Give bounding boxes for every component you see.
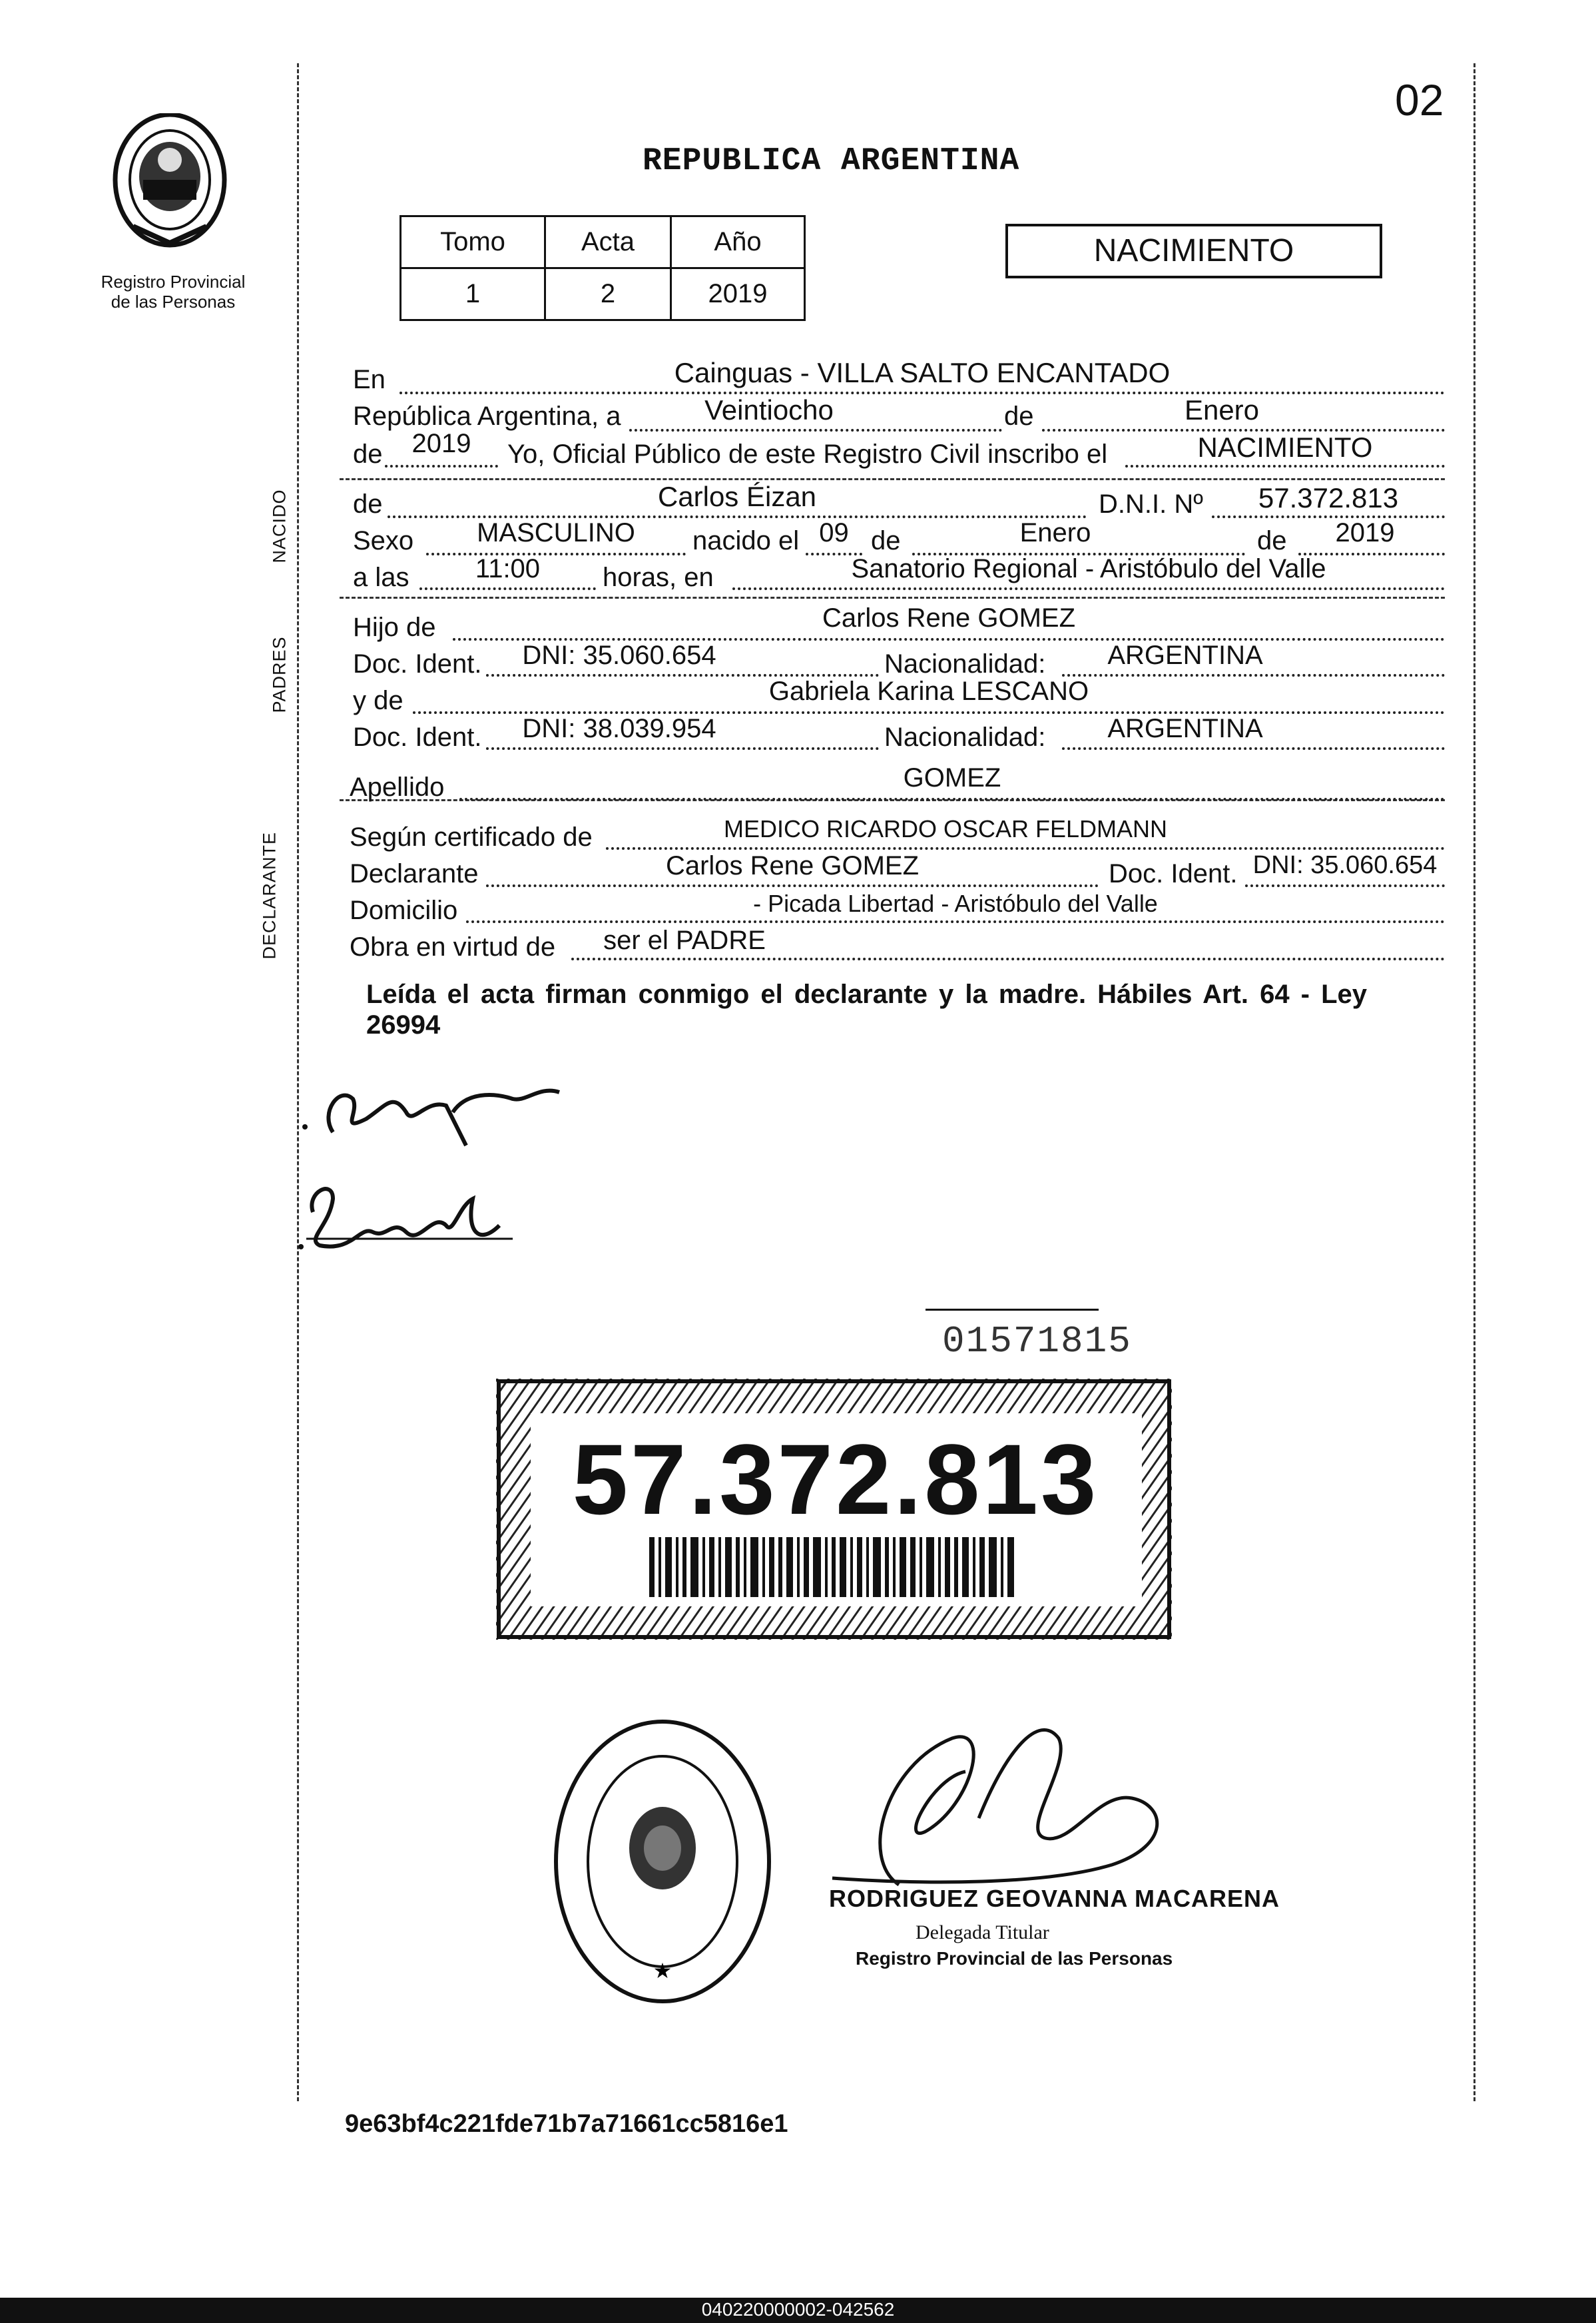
barcode-icon [649, 1537, 1022, 1597]
label-de-year2: de [1257, 526, 1287, 555]
section-label-padres: PADRES [269, 636, 290, 713]
value-apellido: GOMEZ [903, 763, 1001, 793]
line-apellido [459, 798, 1445, 801]
label-doc-ident-2: Doc. Ident. [353, 723, 482, 752]
table-value-tomo: 1 [401, 268, 545, 320]
line-madre-dni [486, 747, 879, 750]
section-label-declarante: DECLARANTE [259, 831, 280, 960]
value-domicilio: - Picada Libertad - Aristóbulo del Valle [753, 890, 1158, 917]
value-nac-anio: 2019 [1335, 518, 1395, 547]
delegation-stamp [549, 1715, 776, 2008]
value-padre: Carlos Rene GOMEZ [822, 603, 1076, 633]
record-type-box: NACIMIENTO [1005, 224, 1382, 278]
label-obra: Obra en virtud de [350, 932, 556, 962]
section-separator-1 [340, 478, 1445, 480]
label-de: de [1004, 402, 1034, 431]
label-nacionalidad-1: Nacionalidad: [884, 649, 1046, 679]
table-value-acta: 2 [545, 268, 671, 320]
official-office: Registro Provincial de las Personas [856, 1948, 1173, 1969]
document-hash: 9e63bf4c221fde71b7a71661cc5816e1 [345, 2110, 788, 2138]
value-declarante-dni: DNI: 35.060.654 [1252, 851, 1438, 879]
value-certificado: MEDICO RICARDO OSCAR FELDMANN [723, 815, 1168, 842]
label-en: En [353, 365, 386, 394]
label-apellido: Apellido [350, 773, 445, 802]
line-domicilio [466, 920, 1445, 923]
label-de-month: de [871, 526, 901, 555]
seal-caption [73, 272, 273, 312]
label-yo: Yo, Oficial Público de este Registro Civil inscribo el [507, 440, 1108, 469]
value-padre-dni: DNI: 35.060.654 [522, 641, 716, 670]
label-hijo-de: Hijo de [353, 613, 436, 642]
label-segun: Según certificado de [350, 823, 593, 852]
section-separator-2 [340, 597, 1445, 599]
label-declarante: Declarante [350, 859, 479, 888]
line-certificado [606, 847, 1445, 850]
value-tipo: NACIMIENTO [1197, 432, 1373, 463]
value-obra: ser el PADRE [603, 926, 766, 955]
footer-code: 040220000002-042562 [701, 2299, 895, 2320]
seal-caption-line-2: de las Personas [111, 292, 236, 312]
label-nacionalidad-2: Nacionalidad: [884, 723, 1046, 752]
delegation-seal-icon [549, 1715, 776, 2008]
value-sexo: MASCULINO [477, 518, 635, 547]
value-padre-nac: ARGENTINA [1107, 641, 1263, 670]
value-lugar: Cainguas - VILLA SALTO ENCANTADO [674, 357, 1171, 388]
value-mes: Enero [1184, 394, 1260, 426]
label-nacido-el: nacido el [692, 526, 800, 555]
page-number: 02 [1395, 75, 1444, 125]
line-madre-nac [1062, 747, 1445, 750]
value-hora: 11:00 [475, 554, 541, 583]
line-anio [385, 465, 498, 468]
table-header-tomo: Tomo [401, 216, 545, 268]
value-dni: 57.372.813 [1258, 482, 1399, 513]
label-doc-ident-3: Doc. Ident. [1109, 859, 1238, 888]
value-declarante: Carlos Rene GOMEZ [665, 851, 920, 880]
line-dia [629, 429, 1002, 432]
value-madre: Gabriela Karina LESCANO [768, 677, 1089, 706]
signature-declarante [293, 1072, 573, 1159]
label-sexo: Sexo [353, 526, 414, 555]
label-y-de: y de [353, 686, 403, 715]
seal-caption-line-1: Registro Provincial [101, 272, 246, 292]
value-nombre: Carlos Éizan [657, 481, 817, 512]
closing-text: Leída el acta firman conmigo el declarante y la madre. Hábiles Art. 64 - Ley 26994 [366, 980, 1368, 1040]
record-table [399, 215, 806, 321]
value-dia: Veintiocho [704, 394, 834, 426]
value-madre-dni: DNI: 38.039.954 [522, 714, 716, 743]
official-title: Delegada Titular [916, 1921, 1049, 1943]
svg-text:★: ★ [653, 1958, 672, 1983]
section-label-nacido: NACIDO [269, 489, 290, 563]
label-domicilio: Domicilio [350, 896, 458, 925]
line-declarante-dni [1245, 884, 1445, 887]
official-name: RODRIGUEZ GEOVANNA MACARENA [829, 1885, 1280, 1912]
label-de-name: de [353, 490, 383, 519]
line-declarante [486, 884, 1099, 887]
signature-madre [293, 1172, 533, 1272]
value-madre-nac: ARGENTINA [1107, 714, 1263, 743]
value-anio: 2019 [411, 429, 471, 458]
control-number-rule [926, 1309, 1099, 1311]
line-obra [571, 958, 1445, 960]
value-lugar-nac: Sanatorio Regional - Aristóbulo del Valle [851, 554, 1326, 583]
label-doc-ident-1: Doc. Ident. [353, 649, 482, 679]
label-de-year: de [353, 440, 383, 469]
line-lugar-nac [732, 587, 1445, 590]
control-number: 01571815 [942, 1320, 1132, 1363]
label-a-las: a las [353, 563, 409, 592]
value-nac-mes: Enero [1019, 518, 1091, 547]
table-header-anio: Año [671, 216, 805, 268]
sticker-number: 57.372.813 [572, 1423, 1099, 1535]
province-seal [107, 113, 233, 260]
label-dni: D.N.I. Nº [1099, 490, 1203, 519]
line-hora [419, 587, 596, 590]
label-republica: República Argentina, a [353, 402, 621, 431]
table-header-acta: Acta [545, 216, 671, 268]
table-value-anio: 2019 [671, 268, 805, 320]
coat-of-arms-icon [107, 113, 233, 260]
document-title: REPUBLICA ARGENTINA [643, 143, 1020, 179]
label-horas-en: horas, en [603, 563, 714, 592]
value-nac-dia: 09 [819, 518, 849, 547]
right-margin-line [1473, 63, 1475, 2101]
line-tipo [1125, 465, 1445, 468]
dni-sticker [496, 1379, 1172, 1640]
